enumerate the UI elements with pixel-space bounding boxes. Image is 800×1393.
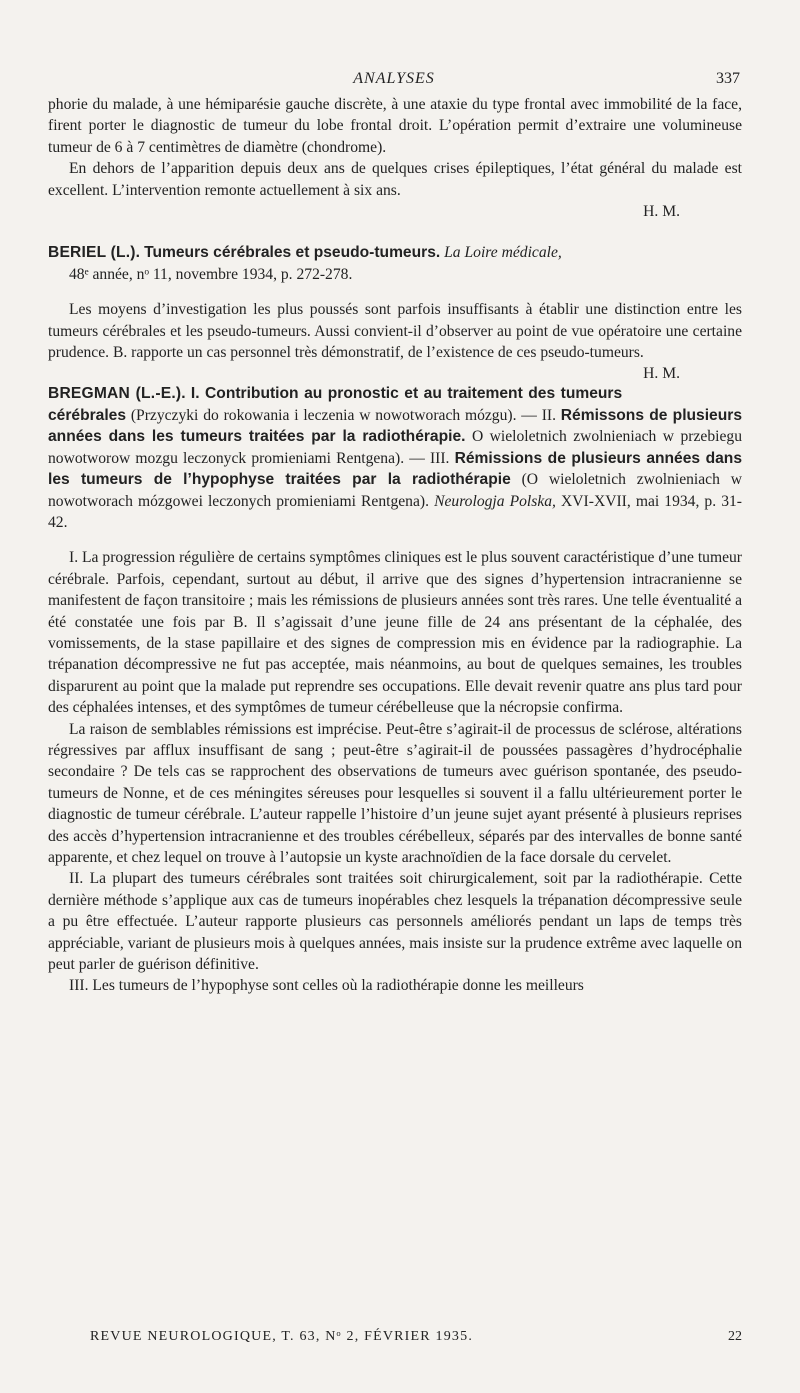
paragraph: I. La progression régulière de certains symptômes cliniques est le plus souvent caractéristique d’une tumeur cérébrale. Parfois, cependant, surtout au début, il arrive que des signes d’hypertension intracranienne se manifestent de façon transitoire ; mais les rémissions de plusieurs années sont très rares. Une telle éventualité a été constatée une fois par B. Il s’agissait d’une jeune fille de 24 ans présentant de la céphalée, des vomissements, de la stase papillaire et des signes de compression mis en évidence par la radiographie. La trépanation décompressive ne fut pas acceptée, mais néanmoins, au bout de quelques semaines, les troubles disparurent au point que la malade put reprendre ses occupations. Elle devait revenir quatre ans plus tard pour des céphalées intenses, et des symptômes de tumeur cérébelleuse que la nécropsie confirma. (48, 549, 742, 717)
paragraph: II. La plupart des tumeurs cérébrales sont traitées soit chirurgicalement, soit par la radiothérapie. Cette dernière méthode s’applique aux cas de tumeurs inopérables chez lesquels la trépanation décompressive seule a pu être effectuée. L’auteur rapporte plusieurs cas personnels améliorés pendant un laps de temps très appréciable, variant de plusieurs mois à quelques années, mais insiste sur la prudence extrême avec laquelle on peut parler de guérison définitive. (48, 870, 742, 974)
entry-text: Les moyens d’investigation les plus poussés sont parfois insuffisants à établir une distinction entre les tumeurs cérébrales et les pseudo-tumeurs. Aussi convient-il d’observer au point de vue opératoire une certaine prudence. B. rapporte un cas personnel très démonstratif, de l’existence de ces pseudo-tumeurs. H. M. (48, 299, 742, 363)
entry-title-3: Rémissions de plusieurs années dans les tumeurs de l’hypophyse traitées par la radiothérapie (48, 449, 743, 489)
page-number: 337 (716, 70, 740, 87)
section-title: ANALYSES (353, 70, 435, 87)
paragraph: La raison de semblables rémissions est imprécise. Peut-être s’agirait-il de processus de sclérose, altérations régressives par afflux insuffisant de sang ; peut-être s’agirait-il de poussées passagères d’hydrocéphalie secondaire ? De tels cas se rapprochent des observations de tumeurs avec guérison spontanée, des pseudo-tumeurs de Nonne, et de ces méningites séreuses pour lesquelles si souvent il a fallu ultérieurement porter le diagnostic de tumeur cérébrale. L’auteur rappelle l’histoire d’un jeune sujet ayant présenté à plusieurs reprises des accès d’hypertension intracranienne et des troubles cérébelleux, séparés par des intervalles de bonne santé apparente, et chez lequel on trouve à l’autopsie un kyste arachnoïdien de la face dorsale du cervelet. (48, 720, 742, 866)
paragraph: En dehors de l’apparition depuis deux ans de quelques crises épileptiques, l’état général du malade est excellent. L’intervention remonte actuellement à six ans. (48, 160, 742, 199)
entry-heading (48, 383, 742, 533)
entry-journal: Neurologja Polska, (434, 492, 556, 510)
footer (90, 1329, 742, 1345)
paragraph: III. Les tumeurs de l’hypophyse sont celles où la radiothérapie donne les meilleurs (69, 977, 584, 995)
polish-title-3: (O wieloletnich zwolnieniach w nowotworach mózgowei leczonych promieniami Rentgena). (48, 471, 742, 510)
entry-journal: La Loire médicale, (444, 244, 562, 262)
journal-footer: REVUE NEUROLOGIQUE, T. 63, Nᵒ 2, FÉVRIER 1935. (90, 1329, 474, 1344)
entry-heading (48, 242, 742, 285)
entry-details: 48ᵉ année, nᵒ 11, novembre 1934, p. 272-278. (69, 265, 353, 283)
polish-title-2: O wieloletnich zwolnieniach w przebiegu nowotworow mozgu leczonyck promieniami Rentgena). — III. (48, 428, 742, 467)
signature-mark: 22 (728, 1329, 742, 1344)
entry-bregman (48, 383, 742, 996)
entry-details: XVI-XVII, mai 1934, p. 31-42. (48, 492, 742, 531)
paragraph: phorie du malade, à une hémiparésie gauche discrète, à une ataxie du type frontal avec immobilité de la face, firent porter le diagnostic de tumeur du lobe frontal droit. L’opération permit d’extraire une volumineuse tumeur de 6 à 7 centimètres de diamètre (chondrome). (48, 96, 742, 156)
entry-author: BERIEL (L.). (48, 244, 141, 262)
entry-title-1: I. Contribution au pronostic et au traitement des tumeurs cérébrales (48, 385, 623, 424)
signature: H. M. (643, 365, 680, 383)
signature: H. M. (643, 203, 680, 221)
entry-title-2: Rémissons de plusieurs années dans les tumeurs traitées par la radiothérapie. (48, 406, 742, 446)
running-header (48, 66, 740, 90)
article-body (48, 94, 742, 997)
entry-author: BREGMAN (L.-E.). (48, 385, 186, 403)
polish-title-1: (Przyczyki do rokowania i leczenia w nowotworach mózgu). — II. (130, 406, 556, 424)
entry-beriel (48, 242, 742, 383)
entry-title: Tumeurs cérébrales et pseudo-tumeurs. (144, 244, 441, 262)
